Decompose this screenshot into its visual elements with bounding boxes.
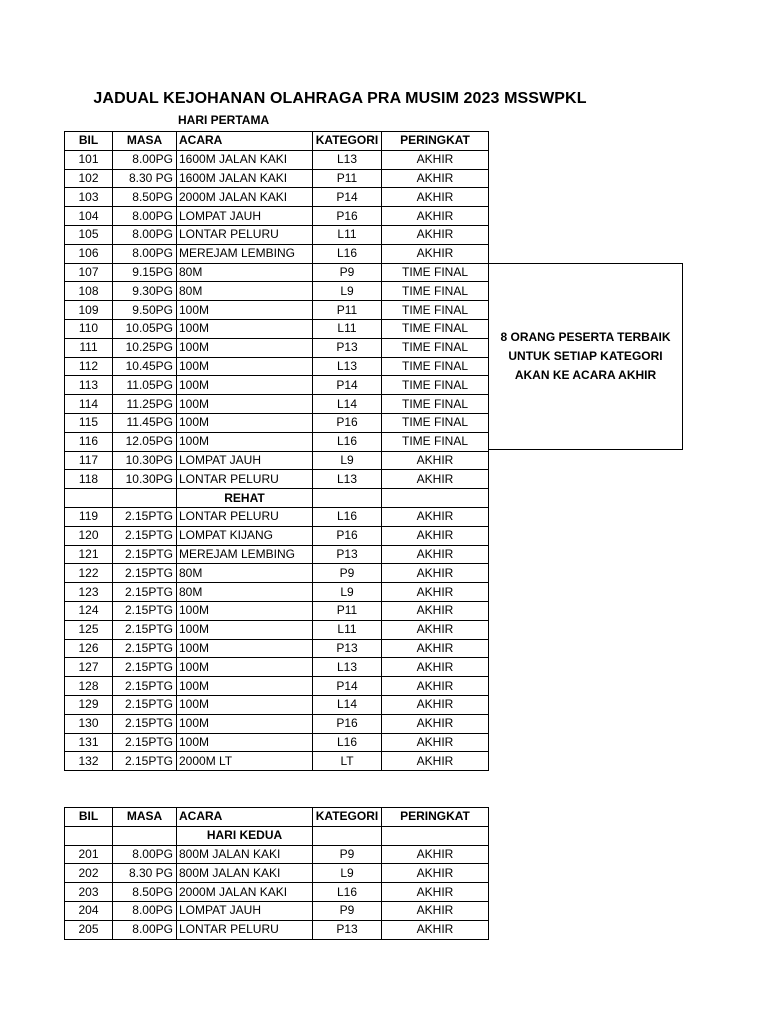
- cell-masa: 8.00PG: [113, 150, 177, 169]
- cell-bil: 121: [65, 545, 113, 564]
- cell-masa: 10.05PG: [113, 319, 177, 338]
- cell-kategori: L13: [313, 470, 382, 489]
- cell-bil: 117: [65, 451, 113, 470]
- cell-kategori: P16: [313, 413, 382, 432]
- table-row: [65, 395, 489, 414]
- header-kategori: KATEGORI: [313, 132, 382, 151]
- table-row: [65, 752, 489, 771]
- cell-masa: 11.45PG: [113, 413, 177, 432]
- table-row: [65, 601, 489, 620]
- cell-peringkat: AKHIR: [382, 150, 489, 169]
- cell-kategori: L16: [313, 507, 382, 526]
- table-row: [65, 639, 489, 658]
- table-row: [65, 733, 489, 752]
- cell-kategori: P16: [313, 714, 382, 733]
- cell-masa: 10.45PG: [113, 357, 177, 376]
- table-row: [65, 301, 489, 320]
- cell-bil: 109: [65, 301, 113, 320]
- cell-acara: 100M: [177, 601, 313, 620]
- cell-acara: 100M: [177, 395, 313, 414]
- cell-kategori: L14: [313, 695, 382, 714]
- cell-peringkat: AKHIR: [382, 714, 489, 733]
- cell-bil: 102: [65, 169, 113, 188]
- table-row: [65, 282, 489, 301]
- cell-masa: 2.15PTG: [113, 752, 177, 771]
- cell-masa: 2.15PTG: [113, 714, 177, 733]
- cell-masa: 8.00PG: [113, 244, 177, 263]
- empty-cell: [313, 489, 382, 508]
- day2-label: HARI KEDUA: [177, 826, 313, 845]
- table-row: [65, 845, 489, 864]
- table-row: [65, 357, 489, 376]
- cell-acara: 800M JALAN KAKI: [177, 845, 313, 864]
- cell-masa: 11.05PG: [113, 376, 177, 395]
- cell-acara: LONTAR PELURU: [177, 920, 313, 939]
- cell-kategori: P16: [313, 526, 382, 545]
- cell-peringkat: AKHIR: [382, 507, 489, 526]
- cell-acara: LOMPAT JAUH: [177, 451, 313, 470]
- cell-bil: 108: [65, 282, 113, 301]
- cell-acara: LOMPAT JAUH: [177, 901, 313, 920]
- cell-bil: 204: [65, 901, 113, 920]
- cell-peringkat: AKHIR: [382, 639, 489, 658]
- table-row: [65, 545, 489, 564]
- cell-kategori: P11: [313, 601, 382, 620]
- header-acara: ACARA: [177, 132, 313, 151]
- cell-acara: 100M: [177, 714, 313, 733]
- cell-kategori: P9: [313, 901, 382, 920]
- header-masa: MASA: [113, 808, 177, 827]
- cell-peringkat: AKHIR: [382, 564, 489, 583]
- cell-bil: 131: [65, 733, 113, 752]
- table-row: [65, 376, 489, 395]
- cell-bil: 203: [65, 883, 113, 902]
- table-row: [65, 883, 489, 902]
- header-bil: BIL: [65, 132, 113, 151]
- cell-acara: LONTAR PELURU: [177, 470, 313, 489]
- cell-peringkat: AKHIR: [382, 188, 489, 207]
- cell-bil: 101: [65, 150, 113, 169]
- cell-acara: 2000M JALAN KAKI: [177, 883, 313, 902]
- cell-peringkat: AKHIR: [382, 695, 489, 714]
- cell-masa: 12.05PG: [113, 432, 177, 451]
- cell-peringkat: TIME FINAL: [382, 357, 489, 376]
- cell-acara: 80M: [177, 564, 313, 583]
- cell-peringkat: AKHIR: [382, 244, 489, 263]
- cell-masa: 2.15PTG: [113, 564, 177, 583]
- cell-kategori: P14: [313, 188, 382, 207]
- cell-bil: 126: [65, 639, 113, 658]
- cell-kategori: L9: [313, 282, 382, 301]
- table-header-row: [65, 808, 489, 827]
- cell-acara: 100M: [177, 376, 313, 395]
- cell-bil: 123: [65, 583, 113, 602]
- cell-masa: 10.25PG: [113, 338, 177, 357]
- cell-peringkat: AKHIR: [382, 601, 489, 620]
- cell-bil: 104: [65, 207, 113, 226]
- empty-cell: [65, 826, 113, 845]
- table-row: [65, 583, 489, 602]
- table-row: [65, 150, 489, 169]
- cell-masa: 2.15PTG: [113, 695, 177, 714]
- table-row: [65, 620, 489, 639]
- table-row: [65, 677, 489, 696]
- cell-kategori: P13: [313, 920, 382, 939]
- table-row: [65, 526, 489, 545]
- header-masa: MASA: [113, 132, 177, 151]
- cell-masa: 8.00PG: [113, 901, 177, 920]
- cell-kategori: L16: [313, 733, 382, 752]
- cell-bil: 202: [65, 864, 113, 883]
- cell-kategori: L13: [313, 658, 382, 677]
- cell-masa: 8.30 PG: [113, 864, 177, 883]
- cell-bil: 103: [65, 188, 113, 207]
- table-row: [65, 714, 489, 733]
- cell-acara: 100M: [177, 677, 313, 696]
- cell-kategori: P14: [313, 376, 382, 395]
- table-row: [65, 451, 489, 470]
- day2-schedule-table: [64, 807, 489, 940]
- cell-kategori: P9: [313, 845, 382, 864]
- empty-cell: [382, 489, 489, 508]
- cell-bil: 106: [65, 244, 113, 263]
- cell-bil: 122: [65, 564, 113, 583]
- cell-bil: 114: [65, 395, 113, 414]
- cell-peringkat: AKHIR: [382, 845, 489, 864]
- cell-masa: 10.30PG: [113, 451, 177, 470]
- cell-masa: 9.30PG: [113, 282, 177, 301]
- cell-peringkat: AKHIR: [382, 658, 489, 677]
- cell-acara: 100M: [177, 357, 313, 376]
- table-row: [65, 432, 489, 451]
- cell-peringkat: AKHIR: [382, 733, 489, 752]
- cell-bil: 112: [65, 357, 113, 376]
- empty-cell: [113, 826, 177, 845]
- table-row: [65, 695, 489, 714]
- cell-peringkat: AKHIR: [382, 451, 489, 470]
- cell-kategori: L14: [313, 395, 382, 414]
- cell-masa: 8.50PG: [113, 188, 177, 207]
- cell-acara: 1600M JALAN KAKI: [177, 150, 313, 169]
- cell-peringkat: AKHIR: [382, 583, 489, 602]
- cell-acara: 2000M JALAN KAKI: [177, 188, 313, 207]
- day1-schedule-table: [64, 131, 489, 771]
- cell-peringkat: TIME FINAL: [382, 338, 489, 357]
- cell-bil: 118: [65, 470, 113, 489]
- cell-peringkat: TIME FINAL: [382, 263, 489, 282]
- cell-kategori: L16: [313, 244, 382, 263]
- cell-kategori: L11: [313, 620, 382, 639]
- cell-kategori: P14: [313, 677, 382, 696]
- cell-masa: 9.50PG: [113, 301, 177, 320]
- table-row: [65, 507, 489, 526]
- cell-peringkat: AKHIR: [382, 225, 489, 244]
- cell-masa: 8.00PG: [113, 845, 177, 864]
- table-row: [65, 564, 489, 583]
- table-row: [65, 188, 489, 207]
- cell-acara: 80M: [177, 263, 313, 282]
- empty-cell: [65, 489, 113, 508]
- cell-acara: 100M: [177, 319, 313, 338]
- cell-masa: 8.00PG: [113, 207, 177, 226]
- cell-peringkat: AKHIR: [382, 545, 489, 564]
- cell-acara: 1600M JALAN KAKI: [177, 169, 313, 188]
- cell-kategori: L13: [313, 357, 382, 376]
- cell-peringkat: AKHIR: [382, 901, 489, 920]
- cell-bil: 115: [65, 413, 113, 432]
- cell-kategori: P11: [313, 301, 382, 320]
- cell-masa: 2.15PTG: [113, 526, 177, 545]
- cell-peringkat: AKHIR: [382, 526, 489, 545]
- table-row: [65, 413, 489, 432]
- cell-bil: 113: [65, 376, 113, 395]
- cell-bil: 127: [65, 658, 113, 677]
- cell-masa: 2.15PTG: [113, 677, 177, 696]
- header-acara: ACARA: [177, 808, 313, 827]
- cell-acara: LOMPAT JAUH: [177, 207, 313, 226]
- cell-masa: 2.15PTG: [113, 583, 177, 602]
- cell-acara: 2000M LT: [177, 752, 313, 771]
- note-box: 8 ORANG PESERTA TERBAIK UNTUK SETIAP KATEGORI AKAN KE ACARA AKHIR: [488, 263, 683, 450]
- day1-label: HARI PERTAMA: [178, 113, 270, 127]
- cell-acara: 80M: [177, 282, 313, 301]
- cell-masa: 2.15PTG: [113, 545, 177, 564]
- header-peringkat: PERINGKAT: [382, 132, 489, 151]
- empty-cell: [382, 826, 489, 845]
- cell-bil: 201: [65, 845, 113, 864]
- cell-bil: 205: [65, 920, 113, 939]
- cell-peringkat: AKHIR: [382, 169, 489, 188]
- empty-cell: [113, 489, 177, 508]
- cell-acara: 80M: [177, 583, 313, 602]
- break-row: [65, 489, 489, 508]
- break-label: REHAT: [177, 489, 313, 508]
- cell-masa: 8.30 PG: [113, 169, 177, 188]
- cell-masa: 9.15PG: [113, 263, 177, 282]
- cell-bil: 110: [65, 319, 113, 338]
- cell-kategori: L11: [313, 225, 382, 244]
- cell-masa: 2.15PTG: [113, 620, 177, 639]
- cell-peringkat: AKHIR: [382, 920, 489, 939]
- cell-acara: 100M: [177, 413, 313, 432]
- cell-acara: LONTAR PELURU: [177, 225, 313, 244]
- cell-bil: 125: [65, 620, 113, 639]
- table-row: [65, 225, 489, 244]
- cell-acara: MEREJAM LEMBING: [177, 545, 313, 564]
- cell-acara: 100M: [177, 301, 313, 320]
- cell-bil: 107: [65, 263, 113, 282]
- table-row: [65, 658, 489, 677]
- table-header-row: [65, 132, 489, 151]
- cell-kategori: L16: [313, 432, 382, 451]
- cell-peringkat: AKHIR: [382, 864, 489, 883]
- cell-masa: 2.15PTG: [113, 639, 177, 658]
- table-row: [65, 169, 489, 188]
- cell-kategori: P11: [313, 169, 382, 188]
- cell-peringkat: AKHIR: [382, 207, 489, 226]
- cell-masa: 2.15PTG: [113, 658, 177, 677]
- header-kategori: KATEGORI: [313, 808, 382, 827]
- cell-peringkat: AKHIR: [382, 470, 489, 489]
- cell-acara: 100M: [177, 733, 313, 752]
- table-row: [65, 920, 489, 939]
- table-row: [65, 470, 489, 489]
- table-row: [65, 319, 489, 338]
- cell-acara: 100M: [177, 639, 313, 658]
- cell-masa: 8.00PG: [113, 225, 177, 244]
- header-peringkat: PERINGKAT: [382, 808, 489, 827]
- cell-bil: 111: [65, 338, 113, 357]
- cell-bil: 116: [65, 432, 113, 451]
- cell-masa: 2.15PTG: [113, 507, 177, 526]
- cell-kategori: L9: [313, 583, 382, 602]
- cell-kategori: P13: [313, 639, 382, 658]
- cell-peringkat: AKHIR: [382, 677, 489, 696]
- cell-kategori: L16: [313, 883, 382, 902]
- cell-masa: 8.00PG: [113, 920, 177, 939]
- cell-acara: 100M: [177, 338, 313, 357]
- table-row: [65, 263, 489, 282]
- cell-peringkat: TIME FINAL: [382, 395, 489, 414]
- cell-bil: 124: [65, 601, 113, 620]
- page-title: JADUAL KEJOHANAN OLAHRAGA PRA MUSIM 2023 MSSWPKL: [93, 90, 587, 107]
- cell-bil: 119: [65, 507, 113, 526]
- cell-kategori: L11: [313, 319, 382, 338]
- cell-peringkat: AKHIR: [382, 883, 489, 902]
- cell-peringkat: TIME FINAL: [382, 376, 489, 395]
- cell-bil: 130: [65, 714, 113, 733]
- cell-peringkat: AKHIR: [382, 620, 489, 639]
- table-row: [65, 901, 489, 920]
- cell-bil: 105: [65, 225, 113, 244]
- cell-bil: 120: [65, 526, 113, 545]
- cell-peringkat: TIME FINAL: [382, 413, 489, 432]
- header-bil: BIL: [65, 808, 113, 827]
- cell-acara: LONTAR PELURU: [177, 507, 313, 526]
- cell-acara: LOMPAT KIJANG: [177, 526, 313, 545]
- cell-bil: 128: [65, 677, 113, 696]
- cell-masa: 8.50PG: [113, 883, 177, 902]
- cell-acara: 100M: [177, 658, 313, 677]
- cell-kategori: L13: [313, 150, 382, 169]
- cell-kategori: P9: [313, 263, 382, 282]
- cell-peringkat: TIME FINAL: [382, 319, 489, 338]
- cell-masa: 11.25PG: [113, 395, 177, 414]
- cell-acara: MEREJAM LEMBING: [177, 244, 313, 263]
- table-row: [65, 338, 489, 357]
- empty-cell: [313, 826, 382, 845]
- table-row: [65, 207, 489, 226]
- cell-kategori: P13: [313, 338, 382, 357]
- cell-kategori: P13: [313, 545, 382, 564]
- cell-masa: 2.15PTG: [113, 733, 177, 752]
- cell-peringkat: TIME FINAL: [382, 301, 489, 320]
- cell-acara: 100M: [177, 620, 313, 639]
- cell-kategori: L9: [313, 451, 382, 470]
- cell-peringkat: TIME FINAL: [382, 282, 489, 301]
- day2-label-row: [65, 826, 489, 845]
- cell-masa: 2.15PTG: [113, 601, 177, 620]
- table-row: [65, 864, 489, 883]
- cell-bil: 132: [65, 752, 113, 771]
- cell-kategori: P16: [313, 207, 382, 226]
- cell-acara: 800M JALAN KAKI: [177, 864, 313, 883]
- cell-acara: 100M: [177, 695, 313, 714]
- cell-masa: 10.30PG: [113, 470, 177, 489]
- cell-peringkat: AKHIR: [382, 752, 489, 771]
- cell-acara: 100M: [177, 432, 313, 451]
- table-row: [65, 244, 489, 263]
- cell-peringkat: TIME FINAL: [382, 432, 489, 451]
- cell-kategori: P9: [313, 564, 382, 583]
- cell-kategori: LT: [313, 752, 382, 771]
- cell-kategori: L9: [313, 864, 382, 883]
- cell-bil: 129: [65, 695, 113, 714]
